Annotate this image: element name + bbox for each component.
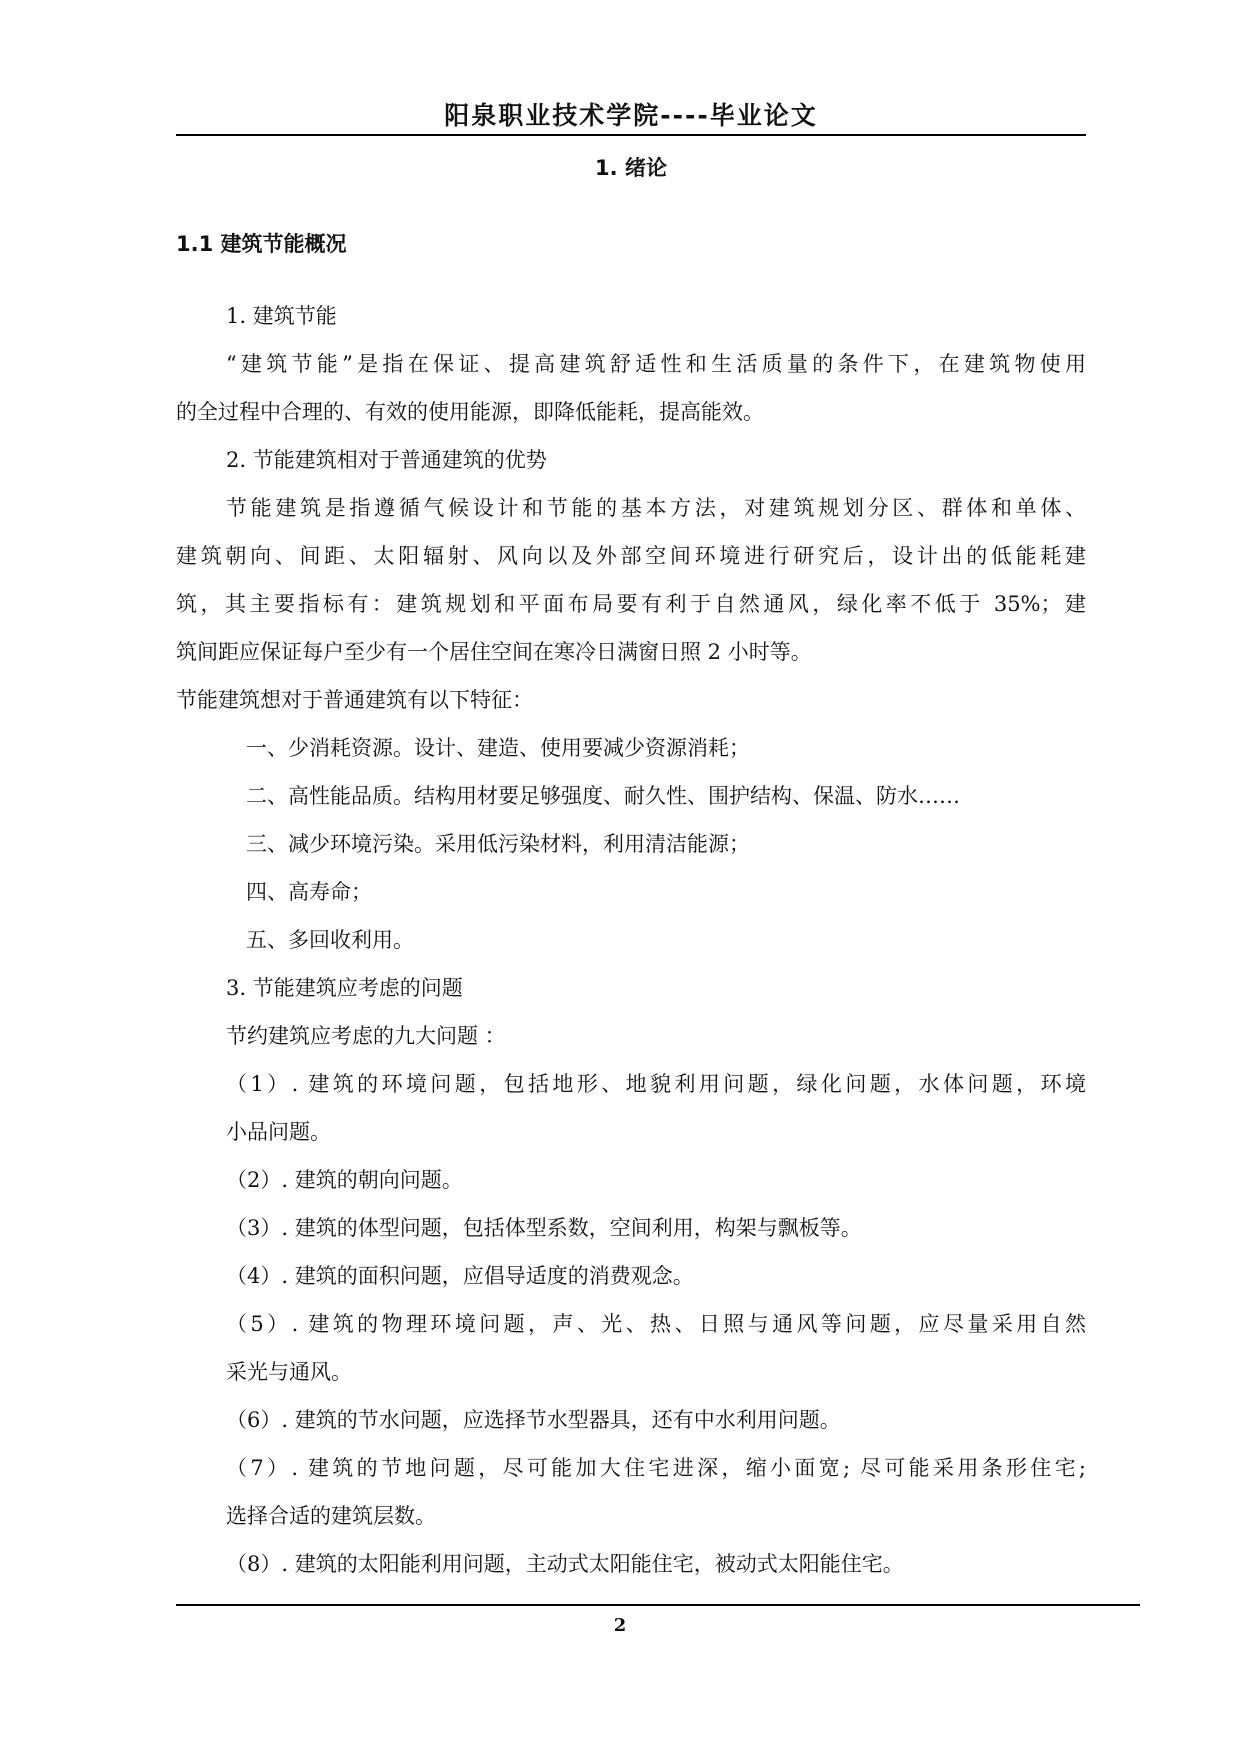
list-item: （2）. 建筑的朝向问题。 [226, 1168, 463, 1192]
footer-rule [176, 1604, 1140, 1606]
list-item: （1）. 建筑的环境问题，包括地形、地貌利用问题，绿化问题，水体问题，环境 [226, 1072, 1086, 1096]
list-item: 二、高性能品质。结构用材要足够强度、耐久性、围护结构、保温、防水…… [246, 784, 960, 808]
list-item: 三、减少环境污染。采用低污染材料，利用清洁能源； [246, 832, 750, 856]
list-item: （5）. 建筑的物理环境问题，声、光、热、日照与通风等问题，应尽量采用自然 [226, 1312, 1086, 1336]
paragraph-line: 节约建筑应考虑的九大问题 ： [226, 1024, 506, 1048]
list-item: （3）. 建筑的体型问题，包括体型系数，空间利用，构架与飘板等。 [226, 1216, 862, 1240]
subheading-issues: 3. 节能建筑应考虑的问题 [226, 976, 463, 1000]
list-item-continuation: 采光与通风。 [226, 1360, 352, 1384]
subheading-advantages: 2. 节能建筑相对于普通建筑的优势 [226, 448, 547, 472]
list-item: 一、少消耗资源。设计、建造、使用要减少资源消耗； [246, 736, 750, 760]
section-title: 1.1 建筑节能概况 [176, 232, 347, 256]
list-item: （8）. 建筑的太阳能利用问题，主动式太阳能住宅，被动式太阳能住宅。 [226, 1552, 904, 1576]
chapter-title: 1. 绪论 [595, 156, 667, 180]
paragraph-line: 建筑朝向、间距、太阳辐射、风向以及外部空间环境进行研究后，设计出的低能耗建 [176, 544, 1086, 568]
list-item-continuation: 选择合适的建筑层数。 [226, 1504, 436, 1528]
list-item: （7）. 建筑的节地问题，尽可能加大住宅进深，缩小面宽; 尽可能采用条形住宅; [226, 1456, 1086, 1480]
running-header-title: 阳泉职业技术学院----毕业论文 [444, 101, 818, 130]
list-item: （6）. 建筑的节水问题，应选择节水型器具，还有中水利用问题。 [226, 1408, 841, 1432]
list-item: 四、高寿命； [246, 880, 372, 904]
list-item: （4）. 建筑的面积问题，应倡导适度的消费观念。 [226, 1264, 694, 1288]
subheading-energy-saving: 1. 建筑节能 [226, 304, 337, 328]
list-item: 五、多回收利用。 [246, 928, 414, 952]
paragraph-line: “建筑节能”是指在保证、提高建筑舒适性和生活质量的条件下，在建筑物使用 [226, 352, 1086, 376]
paragraph-line: 的全过程中合理的、有效的使用能源，即降低能耗，提高能效。 [176, 400, 764, 424]
list-item-continuation: 小品问题。 [226, 1120, 331, 1144]
header-rule [176, 134, 1086, 136]
paragraph-line: 筑间距应保证每户至少有一个居住空间在寒冷日满窗日照 2 小时等。 [176, 640, 812, 664]
paragraph-line: 筑，其主要指标有：建筑规划和平面布局要有利于自然通风，绿化率不低于 35%；建 [176, 592, 1086, 616]
page-number: 2 [613, 1615, 627, 1636]
paragraph-line: 节能建筑想对于普通建筑有以下特征： [176, 688, 533, 712]
paragraph-line: 节能建筑是指遵循气候设计和节能的基本方法，对建筑规划分区、群体和单体、 [226, 496, 1086, 520]
